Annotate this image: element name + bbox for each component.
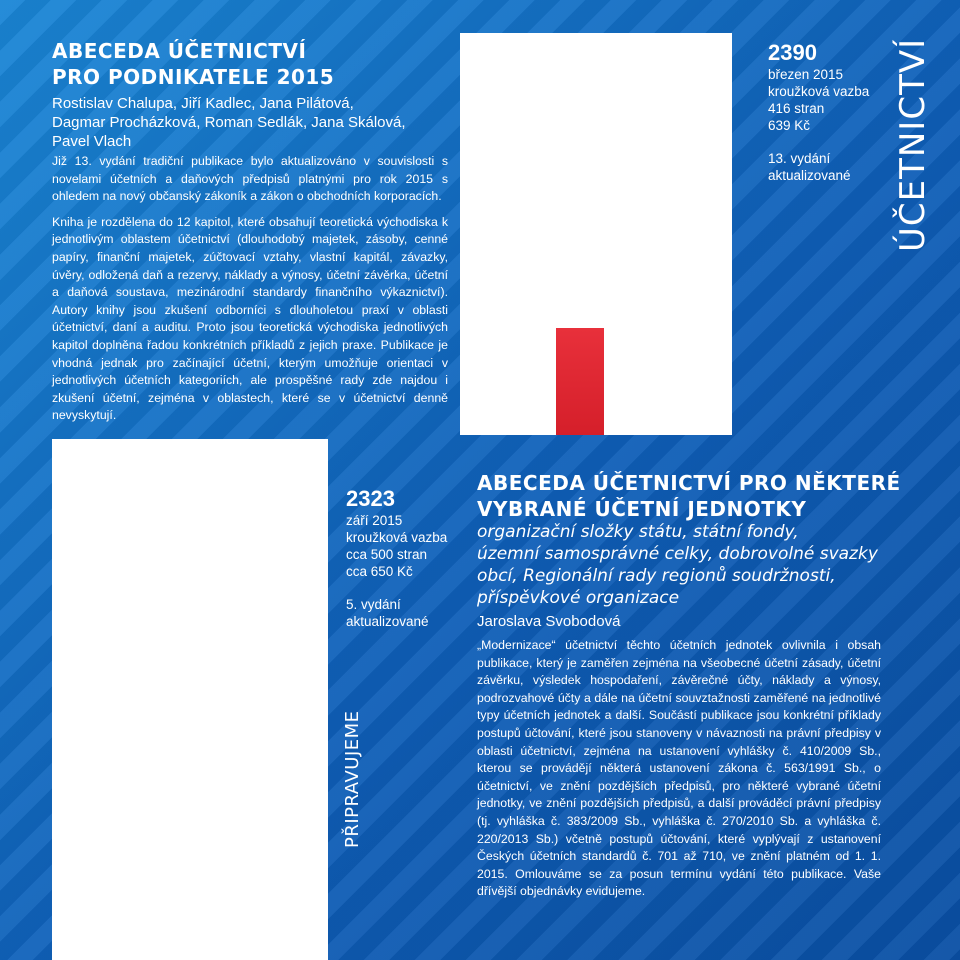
- book2-subtitle-line2: územní samosprávné celky, dobrovolné svazky: [477, 544, 878, 564]
- book1-authors-line3: Pavel Vlach: [52, 133, 132, 150]
- section-label: ÚČETNICTVÍ: [893, 37, 933, 252]
- book2-title-line1: ABECEDA ÚČETNICTVÍ PRO NĚKTERÉ: [477, 471, 901, 495]
- book2-subtitle-line4: příspěvkové organizace: [477, 588, 680, 608]
- book2-title: [477, 470, 917, 522]
- book1-binding: kroužková vazba: [768, 84, 870, 99]
- book1-authors-line1: Rostislav Chalupa, Jiří Kadlec, Jana Pilátová,: [52, 95, 354, 112]
- book2-para1: „Modernizace“ účetnictví těchto účetních jednotek ovlivnila i obsah publikace, který je zaměřen zejména na všeobecné účetní zásady, účetní závěrku, výsledek hospodaření, závěrečné účty, náklady a výnosy, podrozvahové účty a dále na účetní souvztažnosti zaměřené na jednotlivé typy účetních jednotek a další. Součástí publikace jsou konkrétní příklady postupů účtování, které jsou stanoveny v návaznosti na právní předpisy v oblasti účetnictví, zejména na ustanovení vyhlášky č. 410/2009 Sb., kterou se provádějí některá ustanovení zákona č. 563/1991 Sb., o účetnictví, ve znění pozdějších předpisů, pro některé vybrané účetní jednotky, ve znění pozdějších předpisů, a další prováděcí právní předpisy (tj. vyhláška č. 383/2009 Sb., vyhláška č. 270/2010 Sb. a vyhláška č. 220/2013 Sb.) včetně postupů účtování, které vyplývají z ustanovení Českých účetních standardů č. 701 až 710, ve znění platném od 1. 1. 2015. Omlouváme se za posun termínu vydání této publikace. Vaše dřívější objednávky evidujeme.: [477, 638, 881, 899]
- book2-info: [346, 486, 466, 630]
- book1-info: [768, 40, 888, 184]
- book1-title-line1: ABECEDA ÚČETNICTVÍ: [52, 39, 307, 63]
- book1-authors: [52, 94, 452, 151]
- book1-title-line2: PRO PODNIKATELE 2015: [52, 65, 335, 89]
- book1-pages: 416 stran: [768, 101, 825, 116]
- book1-edition-note: aktualizované: [768, 168, 851, 183]
- book2-subtitle-line1: organizační složky státu, státní fondy,: [477, 522, 799, 542]
- book1-title: [52, 38, 452, 90]
- book1-authors-line2: Dagmar Procházková, Roman Sedlák, Jana Skálová,: [52, 114, 406, 131]
- book2-cover: [52, 439, 328, 960]
- book2-price: cca 650 Kč: [346, 564, 413, 579]
- book1-para1: Již 13. vydání tradiční publikace bylo aktualizováno v souvislosti s novelami účetních a daňových předpisů platnými pro rok 2015 s ohledem na nový občanský zákoník a zákon o obchodních korporacích.: [52, 154, 448, 204]
- book2-binding: kroužková vazba: [346, 530, 448, 545]
- book2-edition-note: aktualizované: [346, 614, 429, 629]
- book2-number: 2323: [346, 486, 395, 511]
- book1-para2: Kniha je rozdělena do 12 kapitol, které obsahují teoretická východiska k jednotlivým oblastem účetnictví (dlouhodobý majetek, zásoby, cenné papíry, finanční majetek, zúčtovací vztahy, vlastní kapitál, závazky, úvěry, odložená daň a rezervy, náklady a výnosy, účetní závěrka, účetní a daňová soustava, mezinárodní standardy finančního výkaznictví). Autory knihy jsou zkušení odborníci s dlouholetou praxí v oblasti účetnictví, daní a auditu. Proto jsou teoretická východiska jednotlivých kapitol doplněna řadou konkrétních příkladů z jejich praxe. Publikace je vhodná jednak pro začínající účetní, kterým umožňuje orientaci v jednotlivých účetních kategoriích, ale prospěšné rady zde najdou i zkušení účetní, zejména v oblastech, které se v účetnictví denně nevyskytují.: [52, 214, 448, 423]
- book1-number: 2390: [768, 40, 817, 65]
- book1-edition: 13. vydání: [768, 151, 831, 166]
- book2-author: Jaroslava Svobodová: [477, 613, 621, 630]
- book2-subtitle-line3: obcí, Regionální rady regionů soudržnosti,: [477, 566, 836, 586]
- book2-edition: 5. vydání: [346, 597, 401, 612]
- book1-description: [52, 153, 448, 429]
- book2-description: [477, 637, 881, 905]
- book2-subtitle: [477, 521, 917, 609]
- book2-title-line2: VYBRANÉ ÚČETNÍ JEDNOTKY: [477, 497, 807, 521]
- book2-status-label: PŘIPRAVUJEME: [342, 710, 363, 848]
- book2-date: září 2015: [346, 513, 403, 528]
- book2-pages: cca 500 stran: [346, 547, 428, 562]
- book1-price: 639 Kč: [768, 118, 811, 133]
- book1-cover-stripe: [556, 328, 604, 435]
- book1-date: březen 2015: [768, 67, 844, 82]
